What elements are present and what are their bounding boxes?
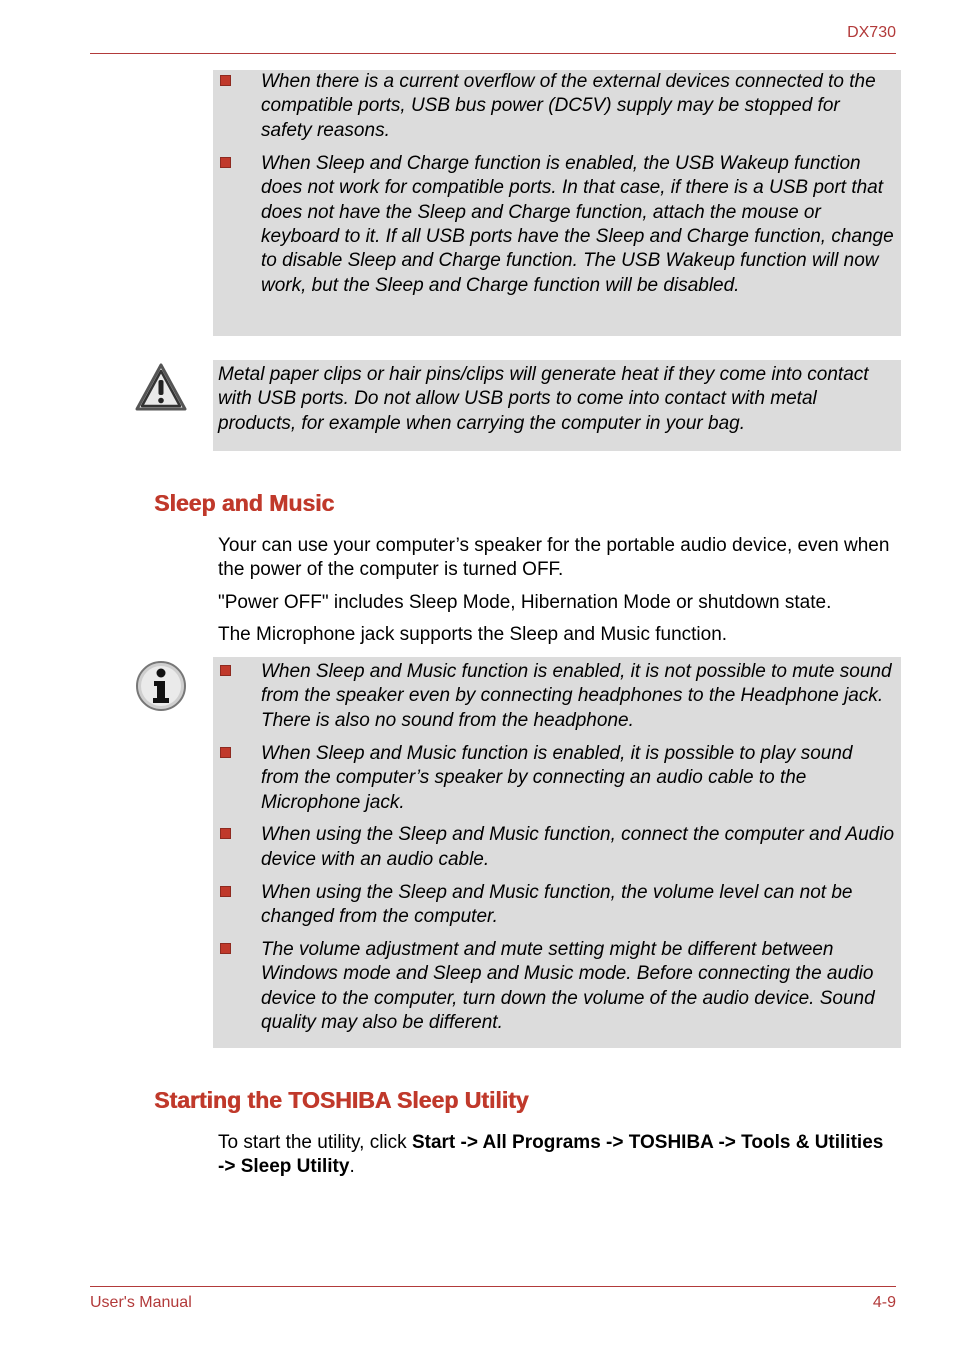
section-heading-sleep-utility: Starting the TOSHIBA Sleep Utility [154, 1087, 529, 1113]
warning-box [213, 360, 901, 451]
bullet-square-icon [220, 665, 231, 676]
list-item: When Sleep and Music function is enabled, it is not possible to mute sound from the speaker even by connecting headphones to the Headphone jack. There is also no sound from the headphone. [213, 660, 901, 733]
page-number: 4-9 [872, 1294, 896, 1311]
bullet-square-icon [220, 828, 231, 839]
warning-triangle-icon [135, 362, 187, 414]
usb-notes-box [213, 70, 901, 336]
list-item: When there is a current overflow of the external devices connected to the compatible ports, USB bus power (DC5V) supply may be stopped for safety reasons. [213, 70, 901, 143]
bullet-square-icon [220, 747, 231, 758]
header-rule [90, 53, 896, 54]
paragraph: The Microphone jack supports the Sleep and Music function. [218, 624, 728, 645]
bullet-square-icon [220, 75, 231, 86]
paragraph: Your can use your computer’s speaker for the portable audio device, even when the power of the computer is turned OFF. [218, 535, 890, 581]
bullet-square-icon [220, 886, 231, 897]
menu-path: Start -> All Programs -> TOSHIBA -> Tools & Utilities -> Sleep Utility [218, 1132, 884, 1178]
section-heading-sleep-music: Sleep and Music [154, 490, 335, 516]
footer-rule [90, 1286, 896, 1287]
info-icon [135, 660, 187, 712]
list-item: When Sleep and Charge function is enabled, the USB Wakeup function does not work for compatible ports. In that case, if there is a USB port that does not have the Sleep and Charge function, attach the mouse or keyboard to it. If all USB ports have the Sleep and Charge function, change to disable Sleep and Charge function. The USB Wakeup function will now work, but the Sleep and Charge function will be disabled. [213, 152, 901, 298]
list-item: The volume adjustment and mute setting might be different between Windows mode and Sleep and Music mode. Before connecting the audio device to the computer, turn down the volume of the audio device. Sound quality may also be different. [213, 938, 901, 1036]
bullet-square-icon [220, 943, 231, 954]
header-model-name: DX730 [847, 24, 896, 41]
footer-manual-title: User's Manual [90, 1294, 192, 1311]
paragraph: "Power OFF" includes Sleep Mode, Hibernation Mode or shutdown state. [218, 592, 832, 613]
warning-text: Metal paper clips or hair pins/clips will generate heat if they come into contact with USB ports. Do not allow USB ports to come into contact with metal products, for example when carrying the computer in your bag. [218, 364, 869, 434]
list-item: When using the Sleep and Music function, the volume level can not be changed from the computer. [213, 881, 901, 930]
bullet-square-icon [220, 157, 231, 168]
list-item: When using the Sleep and Music function, connect the computer and Audio device with an audio cable. [213, 823, 901, 872]
sleep-music-notes-box [213, 657, 901, 1048]
sleep-utility-instructions: To start the utility, click Start -> All Programs -> TOSHIBA -> Tools & Utilities -> Sleep Utility. [218, 1132, 884, 1178]
list-item: When Sleep and Music function is enabled, it is possible to play sound from the computer’s speaker by connecting an audio cable to the Microphone jack. [213, 742, 901, 815]
